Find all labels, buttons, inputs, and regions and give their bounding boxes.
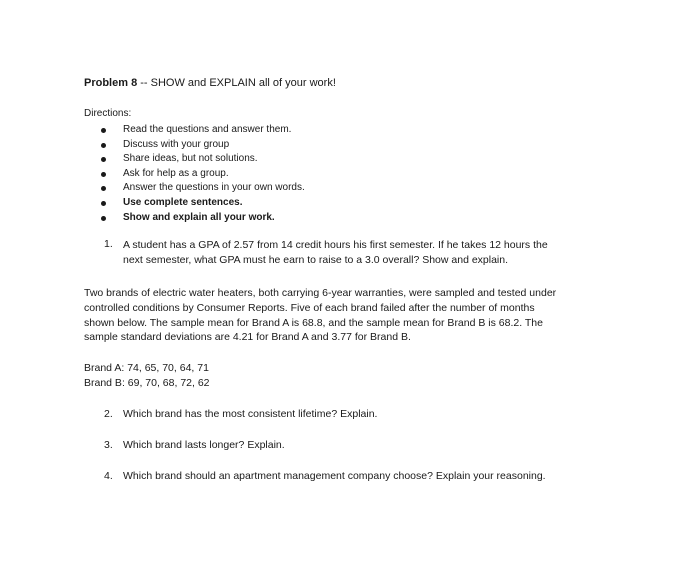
directions-item: Read the questions and answer them. xyxy=(101,123,305,138)
bullet-icon xyxy=(101,157,106,162)
directions-item: Share ideas, but not solutions. xyxy=(101,152,305,167)
directions-item: Ask for help as a group. xyxy=(101,167,305,182)
brand-a-data: Brand A: 74, 65, 70, 64, 71 xyxy=(84,362,209,374)
question-2-number: 2. xyxy=(104,408,113,420)
problem-separator: -- xyxy=(137,77,151,89)
bullet-icon xyxy=(101,216,106,221)
directions-item: Answer the questions in your own words. xyxy=(101,181,305,196)
problem-instruction: SHOW and EXPLAIN all of your work! xyxy=(150,77,336,89)
problem-label: Problem 8 xyxy=(84,77,138,89)
directions-list xyxy=(101,123,305,225)
question-3-number: 3. xyxy=(104,439,113,451)
context-paragraph: Two brands of electric water heaters, both carrying 6-year warranties, were sampled and tested under controlled conditions by Consumer Reports. Five of each brand failed after the number of months shown below. The sample mean for Brand A is 68.8, and the sample mean for Brand B is 68.2. The sample standard deviations are 4.21 for Brand A and 3.77 for Brand B. xyxy=(84,287,557,344)
directions-item: Use complete sentences. xyxy=(101,196,305,211)
brand-b-data: Brand B: 69, 70, 68, 72, 62 xyxy=(84,377,210,389)
question-1-text: A student has a GPA of 2.57 from 14 credit hours his first semester. If he takes 12 hours the next semester, what GPA must he earn to raise to a 3.0 overall? Show and explain. xyxy=(123,239,548,266)
directions-heading: Directions: xyxy=(84,108,132,119)
question-4-text: Which brand should an apartment management company choose? Explain your reasoning. xyxy=(123,470,546,482)
bullet-icon xyxy=(101,186,106,191)
problem-header xyxy=(84,77,336,89)
bullet-icon xyxy=(101,128,106,133)
question-2-text: Which brand has the most consistent lifetime? Explain. xyxy=(123,408,378,420)
question-3-text: Which brand lasts longer? Explain. xyxy=(123,439,285,451)
bullet-icon xyxy=(101,172,106,177)
question-4-number: 4. xyxy=(104,470,113,482)
directions-item: Discuss with your group xyxy=(101,138,305,153)
directions-item: Show and explain all your work. xyxy=(101,211,305,226)
bullet-icon xyxy=(101,201,106,206)
bullet-icon xyxy=(101,143,106,148)
question-1-number: 1. xyxy=(104,238,113,250)
